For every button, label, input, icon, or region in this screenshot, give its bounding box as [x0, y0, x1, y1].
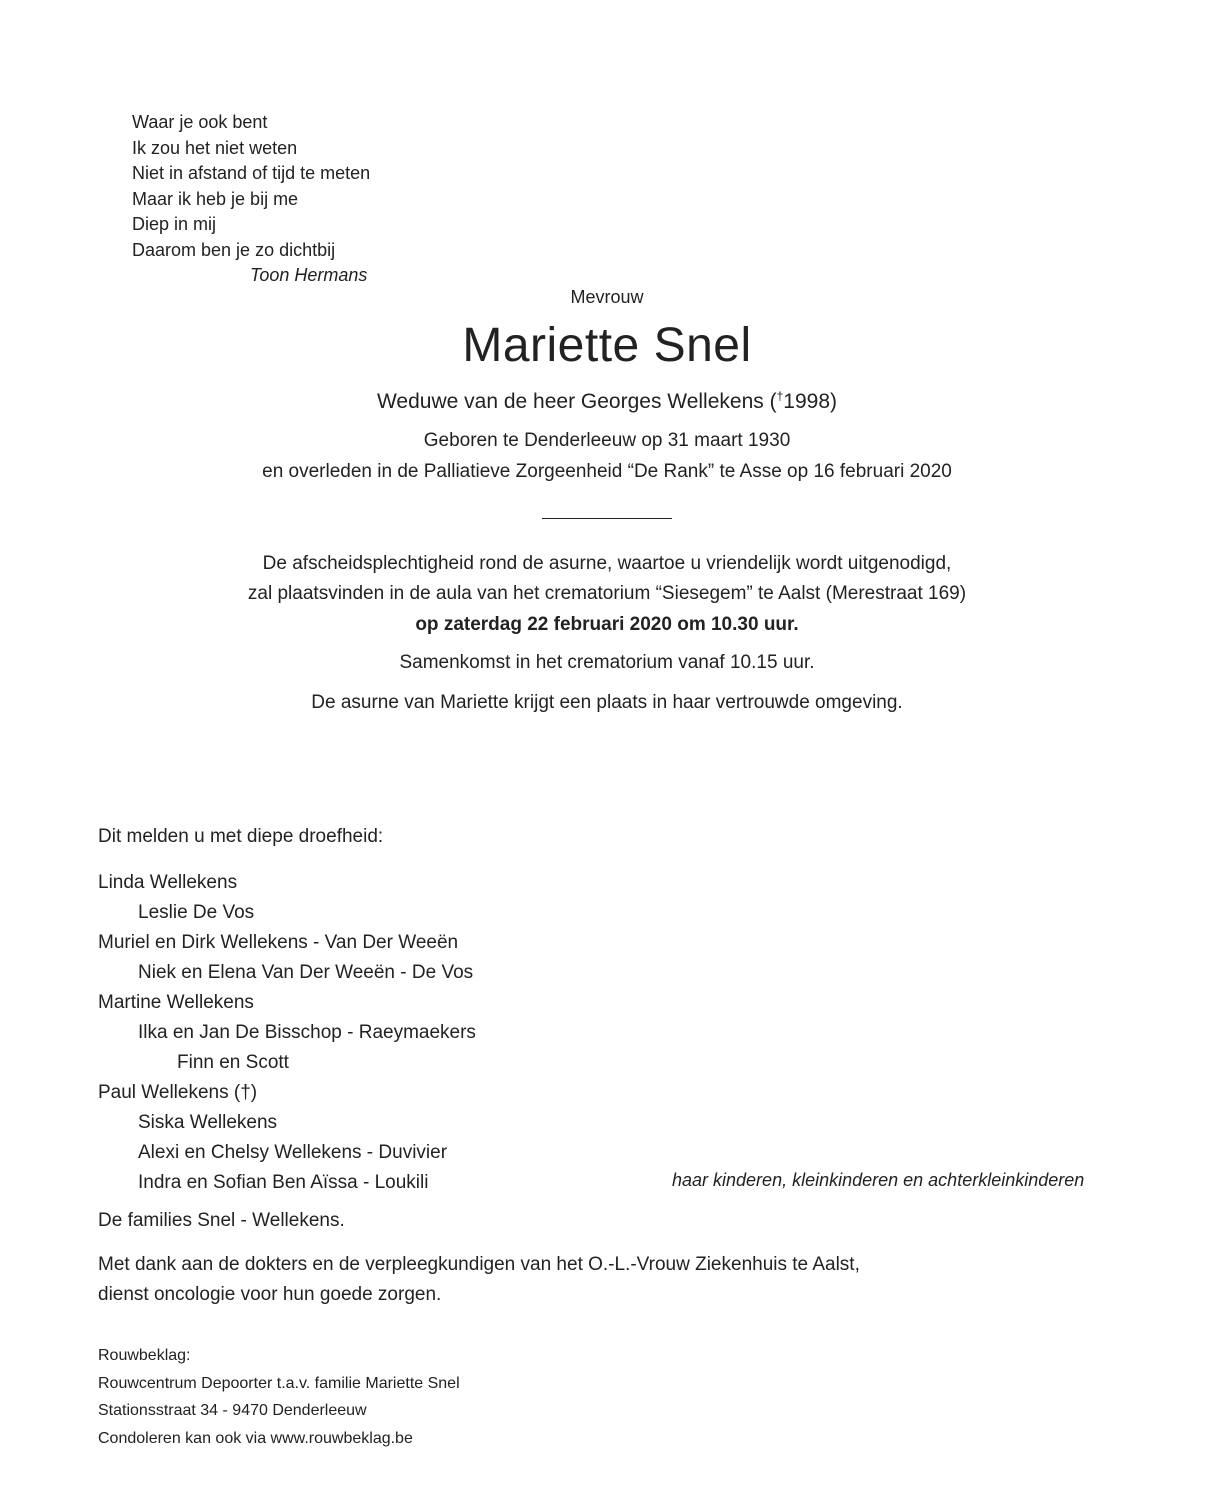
poem-line: Diep in mij [132, 214, 217, 234]
poem-line: Maar ik heb je bij me [132, 188, 299, 209]
family-intro: Dit melden u met diepe droefheid: [98, 826, 384, 847]
thanks-line-2: dienst oncologie voor hun goede zorgen. [98, 1284, 442, 1305]
widow-line [0, 389, 1214, 414]
family-list [98, 868, 476, 1198]
poem [132, 110, 370, 289]
poem-line: Waar je ook bent [132, 112, 268, 132]
birth-line: Geboren te Denderleeuw op 31 maart 1930 [423, 430, 791, 451]
condolence-info [98, 1342, 460, 1452]
family-member: Finn en Scott [177, 1052, 289, 1073]
family-member: Ilka en Jan De Bisschop - Raeymaekers [138, 1022, 476, 1043]
thanks-line-1: Met dank aan de dokters en de verpleegkundigen van het O.-L.-Vrouw Ziekenhuis te Aalst, [98, 1254, 860, 1275]
poem-author: Toon Hermans [250, 265, 368, 285]
condolence-label: Rouwbeklag: [98, 1347, 191, 1364]
salutation: Mevrouw [570, 287, 644, 307]
deceased-name: Mariette Snel [462, 319, 752, 372]
poem-line: Ik zou het niet weten [132, 137, 298, 158]
widow-prefix: Weduwe van de heer Georges Wellekens ( [376, 390, 777, 413]
ceremony-line-2: zal plaatsvinden in de aula van het crematorium “Siesegem” te Aalst (Merestraat 169) [247, 583, 967, 604]
widow-suffix: 1998) [783, 390, 837, 413]
family-member: Paul Wellekens (†) [98, 1082, 258, 1103]
divider [542, 518, 672, 519]
family-member: Alexi en Chelsy Wellekens - Duvivier [138, 1142, 448, 1163]
gathering-time: Samenkomst in het crematorium vanaf 10.15 uur. [399, 652, 815, 673]
death-line: en overleden in de Palliatieve Zorgeenheid “De Rank” te Asse op 16 februari 2020 [262, 461, 952, 482]
ceremony-date: op zaterdag 22 februari 2020 om 10.30 uur. [415, 614, 799, 635]
families-line: De families Snel - Wellekens. [98, 1210, 345, 1231]
cross-symbol: † [776, 389, 784, 403]
condolence-recipient: Rouwcentrum Depoorter t.a.v. familie Mariette Snel [98, 1374, 460, 1392]
family-member: Muriel en Dirk Wellekens - Van Der Weeën [98, 932, 459, 953]
family-member: Leslie De Vos [138, 902, 255, 923]
relation-note: haar kinderen, kleinkinderen en achterkleinkinderen [672, 1170, 1085, 1190]
family-member: Linda Wellekens [98, 872, 238, 893]
poem-line: Daarom ben je zo dichtbij [132, 239, 336, 260]
urn-note: De asurne van Mariette krijgt een plaats in haar vertrouwde omgeving. [311, 692, 903, 713]
family-member: Indra en Sofian Ben Aïssa - Loukili [138, 1172, 429, 1193]
poem-line: Niet in afstand of tijd te meten [132, 163, 371, 183]
family-member: Siska Wellekens [138, 1112, 278, 1133]
family-member: Niek en Elena Van Der Weeën - De Vos [138, 962, 474, 983]
ceremony-line-1: De afscheidsplechtigheid rond de asurne, waartoe u vriendelijk wordt uitgenodigd, [262, 553, 952, 574]
thanks-note [98, 1250, 860, 1310]
family-member: Martine Wellekens [98, 992, 254, 1013]
condolence-address: Stationsstraat 34 - 9470 Denderleeuw [98, 1402, 367, 1419]
condolence-online: Condoleren kan ook via www.rouwbeklag.be [98, 1429, 413, 1447]
